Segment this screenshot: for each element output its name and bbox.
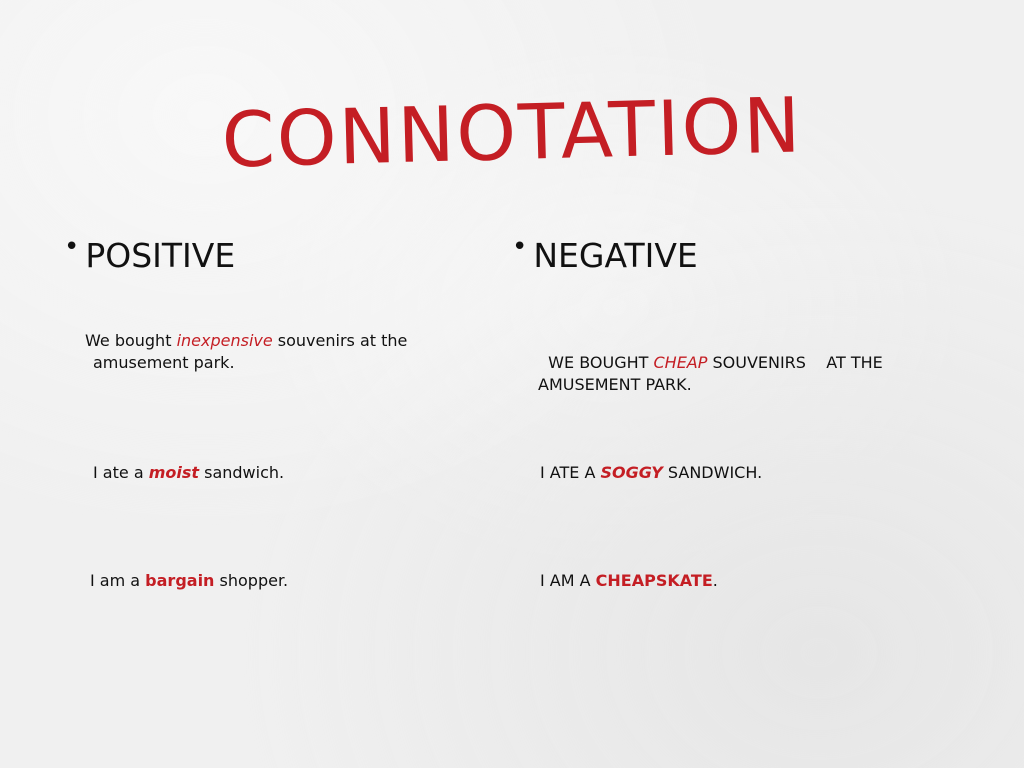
positive-sentence-1 [85,330,453,374]
sentence-text: I AM A [540,571,596,590]
negative-heading-label: NEGATIVE [533,236,698,275]
negative-sentence-2 [540,462,900,484]
connotation-word: CHEAPSKATE [595,571,713,590]
negative-sentence-3 [540,570,900,592]
sentence-text: We bought [85,331,177,350]
connotation-word: moist [148,463,200,482]
sentence-text: WE BOUGHT [548,353,654,372]
positive-sentence-2 [93,462,453,484]
positive-heading-label: POSITIVE [85,236,236,275]
sentence-text: shopper. [214,571,289,590]
connotation-word: CHEAP [653,353,708,372]
connotation-word: bargain [145,571,215,590]
connotation-word: SOGGY [600,463,663,482]
connotation-word: inexpensive [176,331,273,350]
bullet-icon: • [64,232,80,262]
positive-heading [64,232,236,275]
sentence-text: I am a [90,571,146,590]
positive-sentence-3 [90,570,450,592]
negative-heading [512,232,698,275]
sentence-text: . [712,571,718,590]
slide-title: CONNOTATION [220,80,804,185]
sentence-text: I ATE A [540,463,601,482]
bullet-icon: • [512,232,528,262]
sentence-text: SOUVENIRS AT THE AMUSEMENT PARK. [538,353,888,394]
negative-sentence-1 [530,330,898,396]
sentence-text: sandwich. [199,463,285,482]
sentence-text: souvenirs at the amusement park. [93,331,408,372]
sentence-text: I ate a [93,463,149,482]
sentence-text: SANDWICH. [662,463,763,482]
